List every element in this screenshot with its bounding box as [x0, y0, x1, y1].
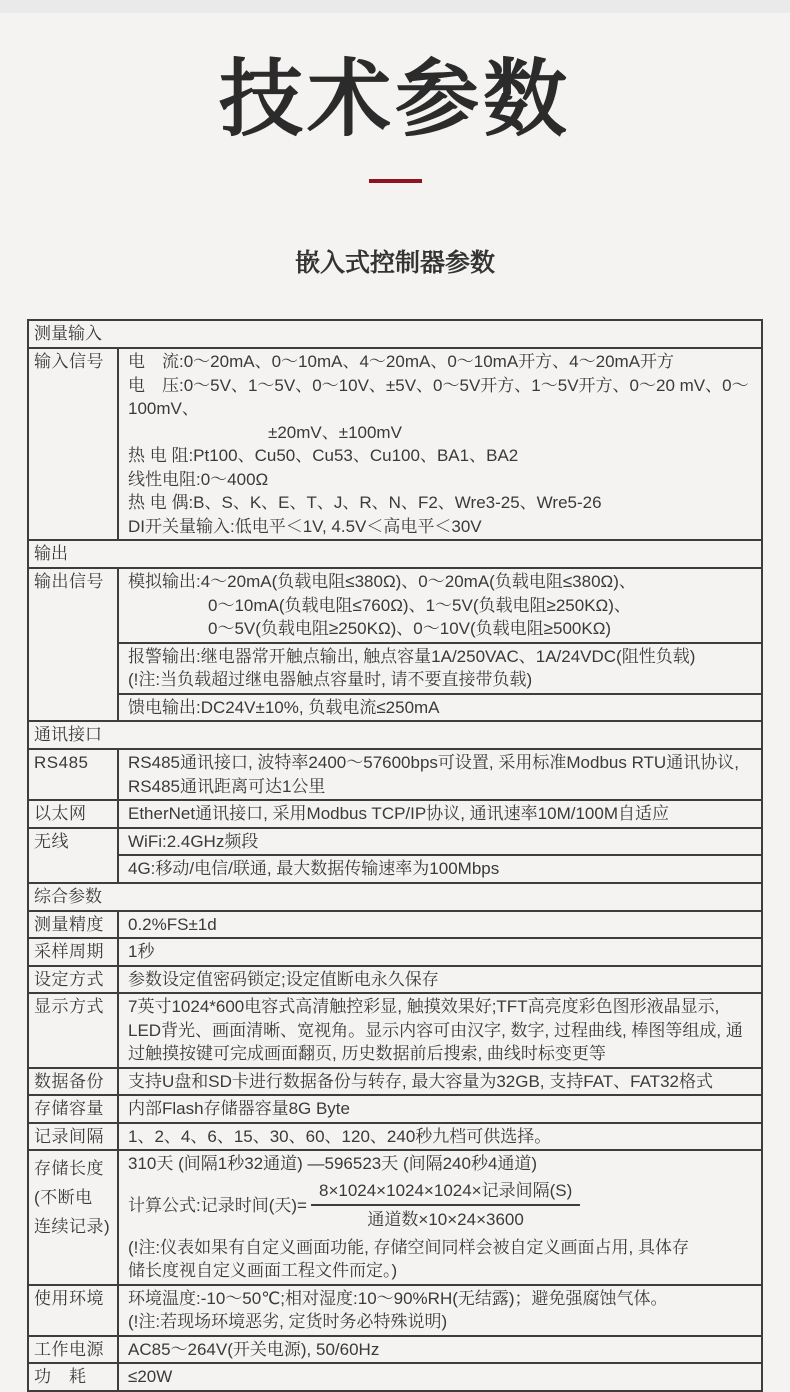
- input-signal-current: 电 流:0～20mA、0～10mA、4～20mA、0～10mA开方、4～20mA开方: [128, 352, 675, 372]
- title-divider: [369, 179, 422, 183]
- row-consumption: [29, 1362, 761, 1390]
- row-content-storage-length: [117, 1151, 761, 1284]
- storage-length-label-line3: 连续记录): [34, 1217, 111, 1237]
- row-capacity: [29, 1094, 761, 1122]
- row-content-setting: 参数设定值密码锁定;设定值断电永久保存: [117, 967, 761, 993]
- output-alarm-line1: 报警输出:继电器常开触点输出, 触点容量1A/250VAC、1A/24VDC(阻性负载): [128, 646, 696, 666]
- formula-fraction: [311, 1179, 580, 1232]
- row-label-consumption: 功 耗: [34, 1367, 87, 1387]
- spec-table: [27, 319, 763, 1392]
- section-header-measure-input: 测量输入: [34, 324, 102, 344]
- row-content-sampling: 1秒: [117, 939, 761, 965]
- input-signal-di: DI开关量输入:低电平＜1V, 4.5V＜高电平＜30V: [128, 516, 482, 536]
- row-label-power: 工作电源: [34, 1339, 104, 1359]
- row-storage-length: [29, 1149, 761, 1284]
- row-content-interval: 1、2、4、6、15、30、60、120、240秒九档可供选择。: [117, 1124, 761, 1150]
- page-subtitle: 嵌入式控制器参数: [294, 249, 495, 278]
- row-content-wireless: [117, 829, 761, 882]
- formula-numerator: 8×1024×1024×1024×记录间隔(S): [311, 1179, 580, 1207]
- row-label-capacity: 存储容量: [34, 1099, 104, 1119]
- storage-length-label-line2: (不断电: [34, 1188, 93, 1208]
- formula-prefix: 计算公式:记录时间(天)=: [128, 1195, 307, 1215]
- row-label-sampling: 采样周期: [34, 942, 104, 962]
- section-header-general: 综合参数: [29, 882, 761, 910]
- output-alarm: [119, 642, 761, 693]
- formula-denominator: 通道数×10×24×3600: [367, 1210, 524, 1230]
- storage-length-note-line1: (!注:仪表如果有自定义画面功能, 存储空间同样会被自定义画面占用, 具体存: [128, 1237, 689, 1257]
- row-interval: [29, 1122, 761, 1150]
- storage-length-note-line2: 储长度视自定义画面工程文件而定。): [128, 1261, 398, 1281]
- storage-length-formula: [128, 1179, 755, 1232]
- row-setting: [29, 965, 761, 993]
- row-label-accuracy: 测量精度: [34, 914, 104, 934]
- wireless-4g: 4G:移动/电信/联通, 最大数据传输速率为100Mbps: [119, 854, 761, 882]
- page-title: 技术参数: [218, 52, 571, 146]
- wireless-wifi: WiFi:2.4GHz频段: [128, 831, 259, 851]
- output-feed: 馈电输出:DC24V±10%, 负载电流≤250mA: [119, 693, 761, 721]
- row-content-consumption: ≤20W: [117, 1364, 761, 1390]
- row-content-power: AC85～264V(开关电源), 50/60Hz: [117, 1337, 761, 1363]
- environment-line1: 环境温度:-10～50℃;相对湿度:10～90%RH(无结露)；避免强腐蚀气体。: [128, 1288, 668, 1308]
- row-label-wireless: 无线: [34, 831, 69, 851]
- row-content-input-signal: [117, 349, 761, 539]
- input-signal-thermocouple: 热 电 偶:B、S、K、E、T、J、R、N、F2、Wre3-25、Wre5-26: [128, 493, 602, 513]
- row-label-setting: 设定方式: [34, 969, 104, 989]
- row-content-ethernet: EtherNet通讯接口, 采用Modbus TCP/IP协议, 通讯速率10M/100M自适应: [117, 801, 761, 827]
- row-label-output-signal: 输出信号: [34, 572, 104, 592]
- row-content-capacity: 内部Flash存储器容量8G Byte: [117, 1096, 761, 1122]
- rs485-line1: RS485通讯接口, 波特率2400～57600bps可设置, 采用标准Modbus RTU通讯协议,: [128, 753, 739, 773]
- row-sampling: [29, 937, 761, 965]
- row-wireless: [29, 827, 761, 882]
- row-content-display: 7英寸1024*600电容式高清触控彩显, 触摸效果好;TFT高亮度彩色图形液晶显示, LED背光、画面清晰、宽视角。显示内容可由汉字, 数字, 过程曲线, 棒图等组成, 通过触摸按键可完成画面翻页, 历史数据前后搜索, 曲线时标变更等: [117, 994, 761, 1067]
- output-alarm-note: (!注:当负载超过继电器触点容量时, 请不要直接带负载): [128, 670, 533, 690]
- input-signal-linear-resistance: 线性电阻:0～400Ω: [128, 469, 269, 489]
- rs485-line2: RS485通讯距离可达1公里: [128, 776, 326, 796]
- output-analog-line1: 模拟输出:4～20mA(负载电阻≤380Ω)、0～20mA(负载电阻≤380Ω)、: [128, 572, 636, 592]
- row-accuracy: [29, 910, 761, 938]
- output-analog-line2: 0～10mA(负载电阻≤760Ω)、1～5V(负载电阻≥250KΩ)、: [208, 595, 631, 615]
- row-label-display: 显示方式: [34, 997, 104, 1017]
- row-label-backup: 数据备份: [34, 1071, 104, 1091]
- top-strip: [0, 0, 790, 13]
- row-label-interval: 记录间隔: [34, 1126, 104, 1146]
- row-backup: [29, 1067, 761, 1095]
- input-signal-voltage: 电 压:0～5V、1～5V、0～10V、±5V、0～5V开方、1～5V开方、0～20 mV、0～100mV、: [128, 375, 749, 419]
- row-power: [29, 1335, 761, 1363]
- section-header-comm: 通讯接口: [29, 720, 761, 748]
- output-analog: [119, 569, 761, 642]
- storage-length-label-line1: 存储长度: [34, 1159, 104, 1179]
- row-display: [29, 992, 761, 1067]
- row-content-environment: [117, 1286, 761, 1335]
- input-signal-rtd: 热 电 阻:Pt100、Cu50、Cu53、Cu100、BA1、BA2: [128, 446, 519, 466]
- row-label-environment: 使用环境: [34, 1288, 104, 1308]
- section-header-output: 输出: [29, 539, 761, 567]
- input-signal-voltage-wrap: ±20mV、±100mV: [268, 422, 402, 442]
- row-label-storage-length: [29, 1151, 117, 1284]
- row-output-signal: [29, 567, 761, 720]
- row-label-input-signal: 输入信号: [34, 352, 104, 372]
- row-input-signal: [29, 347, 761, 539]
- row-rs485: [29, 748, 761, 799]
- row-content-backup: 支持U盘和SD卡进行数据备份与转存, 最大容量为32GB, 支持FAT、FAT32格式: [117, 1069, 761, 1095]
- row-environment: [29, 1284, 761, 1335]
- storage-length-range: 310天 (间隔1秒32通道) —596523天 (间隔240秒4通道): [128, 1154, 538, 1174]
- output-analog-line3: 0～5V(负载电阻≥250KΩ)、0～10V(负载电阻≥500KΩ): [208, 619, 612, 639]
- row-ethernet: [29, 799, 761, 827]
- environment-note: (!注:若现场环境恶劣, 定货时务必特殊说明): [128, 1312, 448, 1332]
- row-label-rs485: RS485: [34, 753, 89, 773]
- row-content-rs485: [117, 750, 761, 799]
- row-content-output-signal: [117, 569, 761, 720]
- row-label-ethernet: 以太网: [34, 804, 87, 824]
- row-content-accuracy: 0.2%FS±1d: [117, 912, 761, 938]
